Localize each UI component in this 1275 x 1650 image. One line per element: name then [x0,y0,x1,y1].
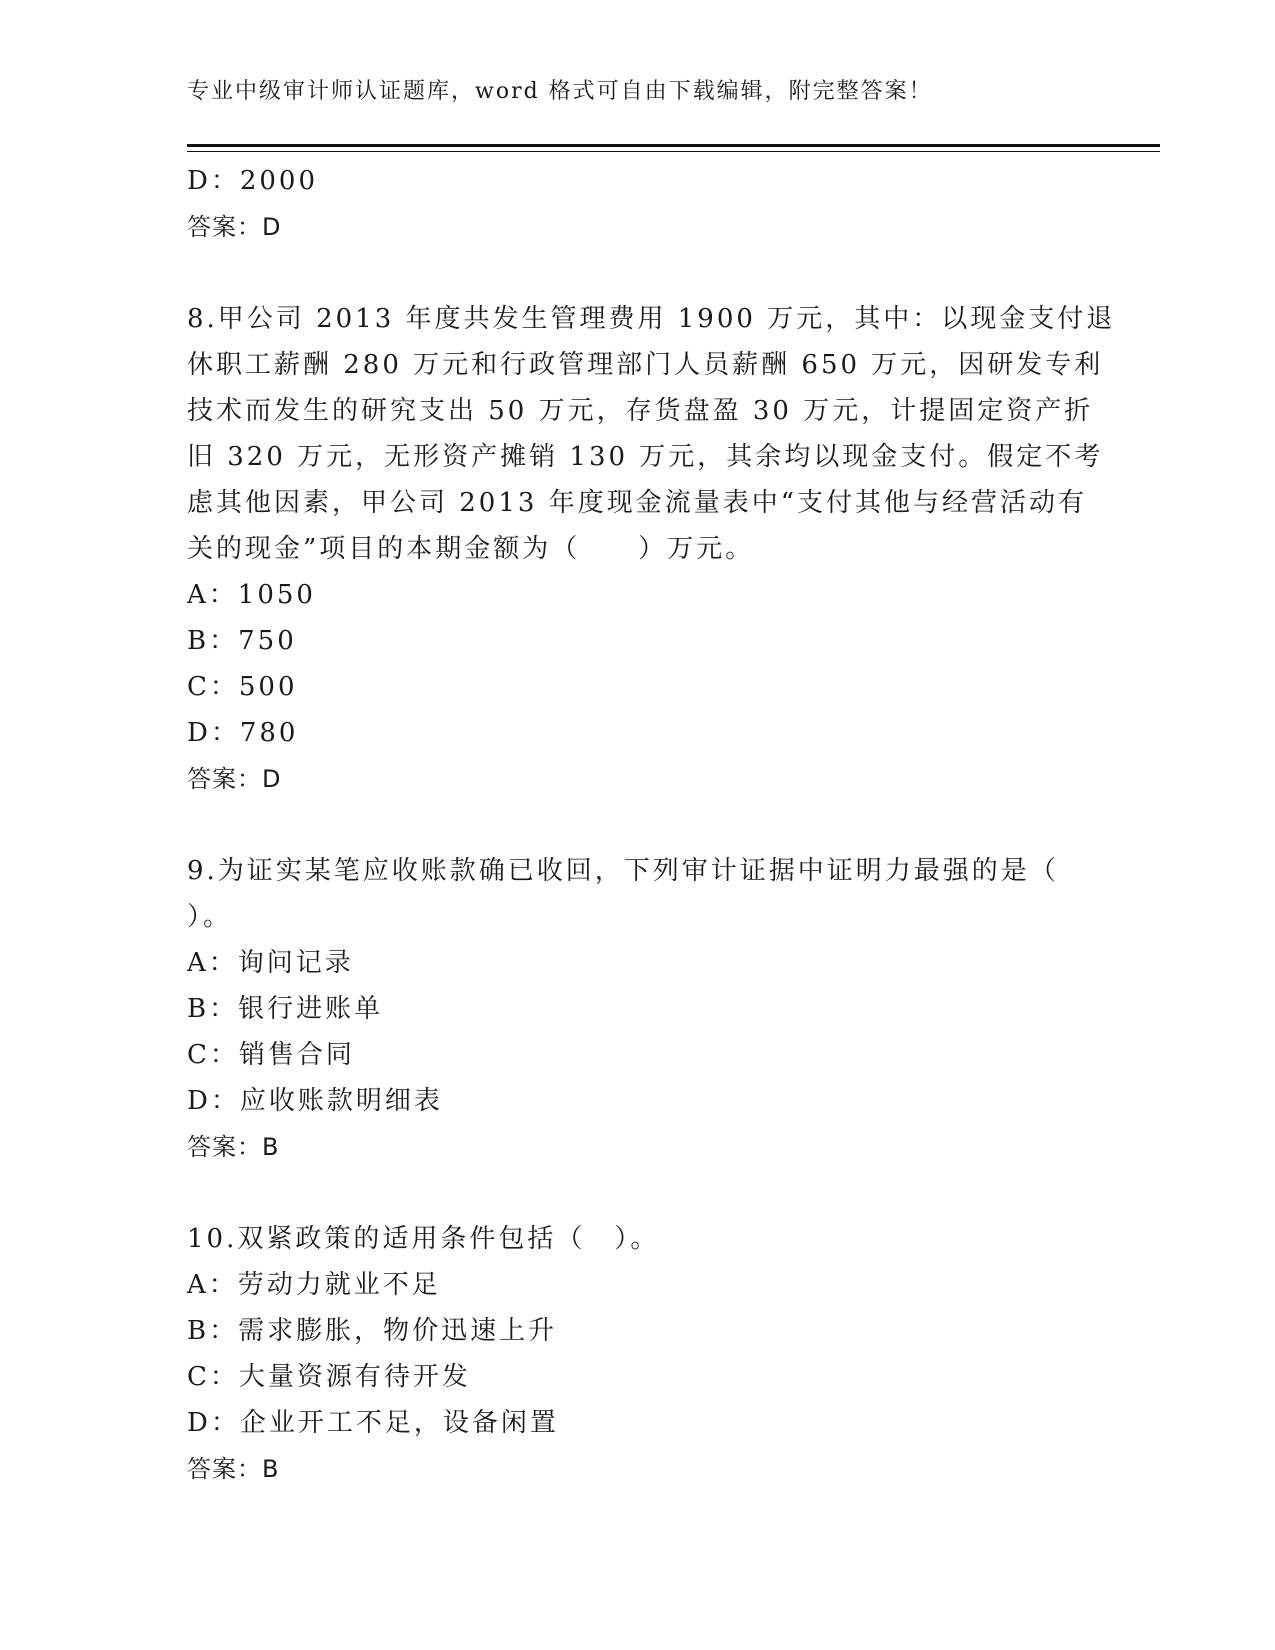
option-d: D：应收账款明细表 [187,1086,443,1116]
option-c: C：销售合同 [187,1040,355,1070]
page-header: 专业中级审计师认证题库，word 格式可自由下载编辑，附完整答案！ [187,79,933,104]
question-stem-line: 技术而发生的研究支出 50 万元，存货盘盈 30 万元，计提固定资产折 [187,396,1094,426]
option-d: D：企业开工不足，设备闲置 [187,1408,559,1438]
answer: 答案：D [187,765,282,793]
question-stem-line: 9.为证实某笔应收账款确已收回，下列审计证据中证明力最强的是（ [187,856,1059,886]
answer: 答案：B [187,1133,280,1161]
header-divider [187,144,1160,152]
document-body [187,158,1116,1492]
option-c: C：500 [187,672,298,702]
option-b: B：750 [187,626,297,656]
option-b: B：需求膨胀，物价迅速上升 [187,1316,558,1346]
option-b: B：银行进账单 [187,994,384,1024]
question-stem-line: 8.甲公司 2013 年度共发生管理费用 1900 万元，其中：以现金支付退 [187,304,1116,334]
question-stem-line: 关的现金”项目的本期金额为（ ）万元。 [187,534,755,564]
question-stem-line: ）。 [187,902,233,932]
question-9 [187,848,1087,1170]
option-a: A：询问记录 [187,948,354,978]
question-stem-line: 10.双紧政策的适用条件包括（ ）。 [187,1224,660,1254]
question-stem-line: 旧 320 万元，无形资产摊销 130 万元，其余均以现金支付。假定不考 [187,442,1104,472]
answer: 答案：D [187,213,282,241]
option-a: A：1050 [187,580,316,610]
question-stem-line: 休职工薪酬 280 万元和行政管理部门人员薪酬 650 万元，因研发专利 [187,350,1104,380]
option-d: D：2000 [187,166,319,196]
question-stem-line: 虑其他因素，甲公司 2013 年度现金流量表中“支付其他与经营活动有 [187,488,1087,518]
option-a: A：劳动力就业不足 [187,1270,441,1300]
question-10 [187,1216,1087,1492]
option-c: C：大量资源有待开发 [187,1362,471,1392]
question-8 [187,296,1116,802]
answer: 答案：B [187,1455,280,1483]
option-d: D：780 [187,718,299,748]
